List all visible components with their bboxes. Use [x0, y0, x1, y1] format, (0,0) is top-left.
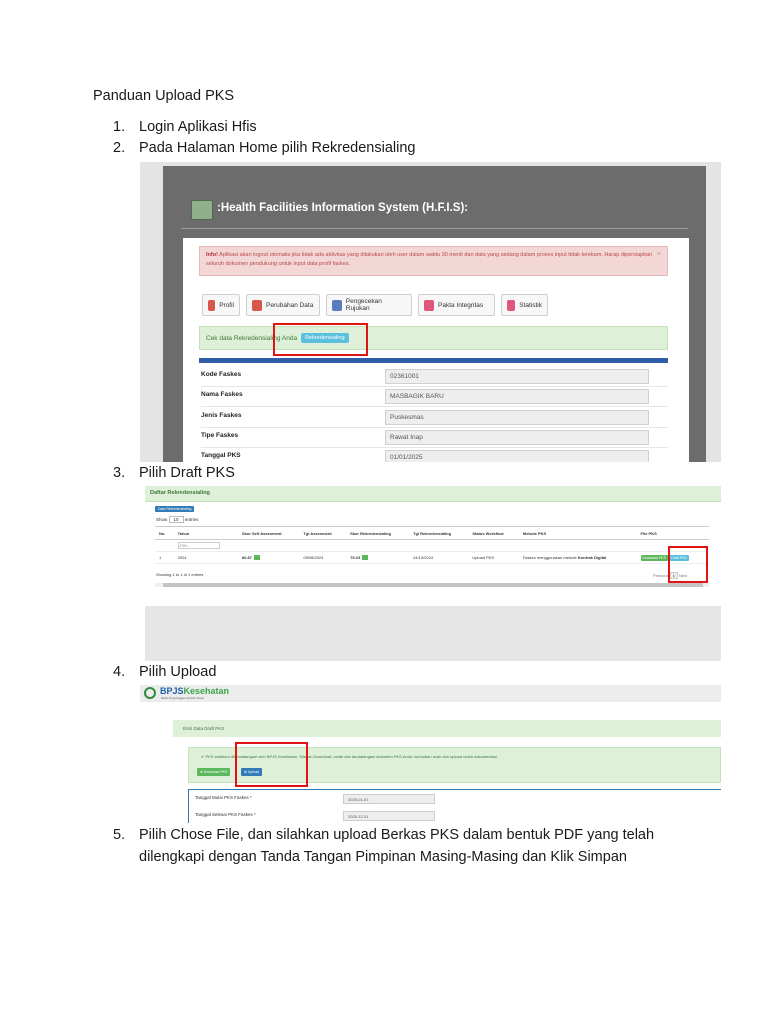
nav-label: Perubahan Data: [266, 301, 314, 309]
highlight-box: [668, 546, 708, 583]
cell-tgl-rek: 24/10/2024: [409, 552, 468, 564]
field-value: MASBAGIK BARU: [385, 389, 649, 404]
alert-bold: Info!: [206, 252, 218, 258]
step-5: [113, 824, 139, 846]
info-text: ✔ PKS sebelum ditandatangani oleh BPJS Kesehatan. Silakan Download, cetak dan tandatangani dokumen PKS Anda, kemudian scan dan upload untuk dokumentasi.: [201, 754, 498, 759]
brand-sub: Badan Penyelenggara Jaminan Sosial: [161, 697, 204, 700]
step-text: Pilih Draft PKS: [139, 465, 235, 481]
nav-statistik-button[interactable]: [501, 294, 548, 316]
year-filter-select[interactable]: -Pilih-: [178, 542, 220, 549]
start-date-field[interactable]: 2025-01-01: [343, 794, 435, 804]
cell-tahun: 2024: [174, 552, 238, 564]
home-panel: [183, 238, 689, 462]
step-4: [113, 661, 216, 683]
start-date-label: Tanggal Mulai PKS Faskes *: [195, 795, 252, 800]
metode-bold: Kontrak Digital: [577, 555, 607, 560]
field-label: Kode Faskes: [201, 371, 242, 378]
row-divider: [201, 406, 668, 407]
daftar-heading: Daftar Rekredensialing: [145, 486, 721, 502]
highlight-box: [235, 742, 308, 787]
upload-button[interactable]: ⊕ Upload: [241, 768, 262, 776]
pulse-icon: [332, 300, 342, 311]
step-1: [113, 116, 257, 138]
col-header: File PKS: [637, 527, 709, 540]
nav-label: Pengecekan Rujukan: [345, 298, 382, 312]
close-icon[interactable]: ×: [656, 251, 661, 258]
cell-metode: [519, 552, 637, 564]
field-label: Nama Faskes: [201, 391, 243, 398]
field-nama-faskes: [201, 389, 668, 407]
download-pks-button[interactable]: ⊕ Download PKS: [197, 768, 230, 776]
scroll-thumb[interactable]: [163, 583, 703, 587]
horizontal-scrollbar[interactable]: [155, 583, 709, 587]
step-number: 3.: [113, 465, 126, 481]
step-number: 2.: [113, 140, 126, 156]
col-header: Skor Self Assesment: [238, 527, 299, 540]
col-header: Tahun: [174, 527, 238, 540]
cell-status: Upload PKS: [468, 552, 519, 564]
app-title: :Health Facilities Information System (H.F.I.S):: [217, 202, 469, 214]
bpjs-brand: [160, 686, 229, 696]
info-alert: [199, 246, 668, 276]
table-row: [155, 552, 709, 564]
step-text: Pilih Upload: [139, 664, 217, 680]
step-2: [113, 137, 415, 159]
rekredensialing-button[interactable]: Rekredensialing: [301, 333, 348, 343]
field-value: 01/01/2025: [385, 450, 649, 462]
cell-skor-self: [238, 552, 299, 564]
col-header: No.: [155, 527, 174, 540]
cell-skor-rek: [346, 552, 409, 564]
nav-pengecekan-rujukan-button[interactable]: [326, 294, 412, 316]
cell-no: 1: [155, 552, 174, 564]
field-value: Rawat Inap: [385, 430, 649, 445]
section-title: Entri Data Draft PKS: [173, 720, 721, 737]
hfis-window: [163, 166, 706, 462]
cell-tgl-assesment: 09/08/2024: [299, 552, 346, 564]
hfis-logo-icon: [191, 200, 213, 220]
end-date-field[interactable]: 2025-12-31: [343, 811, 435, 821]
screenshot-hfis-home: [140, 162, 721, 462]
nav-label: Profil: [219, 301, 234, 309]
bpjs-logo-icon: [144, 687, 156, 699]
col-header: Skor Rekredensialing: [346, 527, 409, 540]
show-prefix: Show: [156, 517, 168, 522]
highlight-box: [273, 323, 368, 356]
entri-panel: [140, 702, 721, 823]
field-kode-faskes: [201, 369, 668, 387]
nav-pakta-integritas-button[interactable]: [418, 294, 495, 316]
skor-self-value: 80.87: [241, 554, 252, 560]
document-icon: [424, 300, 434, 311]
alert-text: Aplikasi akan logout otomatis jika tidak ada aktivitas yang dilakukan oleh user dalam waktu 30 menit dan data yang sedang dalam proses input tidak terekam. Harap dipersiapkan seluruh dokumen pendukung untuk input data profil faskes.: [206, 252, 653, 267]
field-label: Jenis Faskes: [201, 412, 242, 419]
folder-icon: [252, 300, 262, 311]
prev-link[interactable]: Previous: [653, 573, 669, 578]
rekredensialing-table: [155, 526, 709, 564]
cek-rekredensialing-bar: [199, 326, 668, 350]
brand-main: BPJS: [160, 686, 184, 696]
col-header: Tgl Assesment: [299, 527, 346, 540]
filter-row: [155, 540, 709, 552]
date-form: [188, 789, 721, 823]
draft-pks-button[interactable]: Draft PKS: [671, 555, 687, 560]
table-header-row: [155, 527, 709, 540]
field-label: Tanggal PKS: [201, 452, 241, 459]
detail-icon[interactable]: [254, 555, 260, 560]
field-tipe-faskes: [201, 430, 668, 448]
page-link[interactable]: 1: [670, 572, 678, 579]
row-divider: [201, 427, 668, 428]
field-tanggal-pks: [201, 450, 668, 462]
field-jenis-faskes: [201, 410, 668, 428]
field-label: Tipe Faskes: [201, 432, 239, 439]
show-entries: [156, 517, 198, 522]
screenshot-entri-draft-pks: [140, 685, 721, 823]
entries-select[interactable]: 10: [169, 516, 184, 523]
step-text: Login Aplikasi Hfis: [139, 119, 257, 135]
field-value: Puskesmas: [385, 410, 649, 425]
section-bar: [199, 358, 668, 363]
end-date-label: Tanggal Selesai PKS Faskes *: [195, 812, 256, 817]
col-header: Status Workflow: [468, 527, 519, 540]
daftar-panel: [145, 486, 721, 606]
step-number: 1.: [113, 119, 126, 135]
step-number: 5.: [113, 827, 126, 843]
nav-label: Pakta Integritas: [438, 301, 484, 309]
new-data-button[interactable]: Data Rekredensialing: [155, 506, 194, 512]
step-number: 4.: [113, 664, 126, 680]
cek-text: Cek data Rekredensialing Anda: [206, 334, 298, 342]
divider: [181, 228, 688, 229]
nav-label: Statistik: [519, 301, 542, 309]
col-header: Metode PKS: [519, 527, 637, 540]
chart-icon: [507, 300, 515, 311]
screenshot-daftar-rekredensialing: [145, 486, 721, 661]
step-3: [113, 462, 235, 484]
metode-prefix: Faskes menggunakan metode: [522, 555, 577, 560]
show-suffix: entries: [184, 517, 199, 522]
step-text: Pada Halaman Home pilih Rekredensialing: [139, 140, 416, 156]
detail-icon[interactable]: [362, 555, 368, 560]
nav-perubahan-data-button[interactable]: [246, 294, 320, 316]
next-link[interactable]: Next: [679, 573, 688, 578]
doc-title: Panduan Upload PKS: [93, 88, 235, 104]
showing-entries: Showing 1 to 1 of 1 entries: [156, 572, 204, 577]
col-header: Tgl Rekredensialing: [409, 527, 468, 540]
download-pks-button[interactable]: Download PKS: [642, 555, 667, 560]
brand-accent: Kesehatan: [183, 686, 230, 696]
row-divider: [201, 447, 668, 448]
step-5-text: Pilih Chose File, dan silahkan upload Berkas PKS dalam bentuk PDF yang telah dilengkapi dengan Tanda Tangan Pimpinan Masing-Masing dan Klik Simpan: [139, 827, 655, 865]
field-value: 02361001: [385, 369, 649, 384]
user-icon: [208, 300, 215, 311]
row-divider: [201, 386, 668, 387]
nav-profil-button[interactable]: [202, 294, 240, 316]
skor-rek-value: 79.23: [350, 554, 361, 560]
